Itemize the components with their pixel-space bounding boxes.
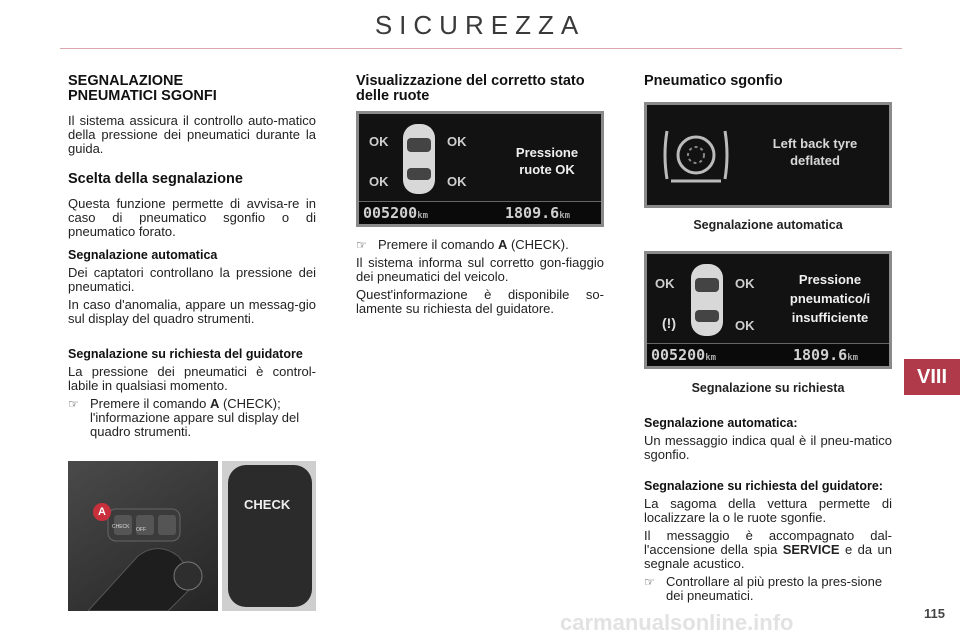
off-button-label: OFF (136, 527, 146, 533)
column-tyre-warning (68, 74, 316, 443)
request-warning-heading: Segnalazione su richiesta del guidatore (68, 347, 303, 361)
pointing-finger-icon: ☞ (644, 575, 655, 589)
availability-paragraph: Quest'informazione è disponibile so-lamente su richiesta del guidatore. (356, 287, 604, 316)
status-message: Pressione ruote OK (515, 145, 579, 177)
tyre-status-rear-right: OK (735, 318, 755, 333)
car-silhouette-icon (399, 120, 439, 198)
pointing-finger-icon: ☞ (356, 238, 367, 252)
odometer-bar (647, 343, 889, 366)
check-button-small-label: CHECK (112, 524, 130, 530)
trip-value: 1809.6km (793, 346, 859, 364)
system-info-paragraph: Il sistema informa sul corretto gon-fiaggio dei pneumatici del veicolo. (356, 255, 604, 284)
auto-warning-paragraph: Dei captatori controllano la pressione dei pneumatici. (68, 265, 316, 294)
column-correct-status (356, 74, 604, 114)
tyre-status-rear-right: OK (447, 174, 467, 189)
page-number: 115 (924, 606, 945, 621)
dashboard-display-ok (356, 111, 604, 227)
request-warning-heading: Segnalazione su richiesta del guidatore: (644, 479, 883, 493)
bullet-item: ☞ Premere il comando A (CHECK). (356, 237, 569, 252)
tyre-warning-icon (661, 125, 731, 185)
section-heading: SEGNALAZIONE PNEUMATICI SGONFI (68, 73, 217, 104)
auto-warning-paragraph-2: In caso d'anomalia, appare un messag-gio sul display del quadro strumenti. (68, 297, 316, 326)
subsection-heading: Scelta della segnalazione (68, 171, 243, 187)
odometer-value: 005200km (651, 346, 717, 364)
car-silhouette-icon (687, 260, 727, 340)
subsection-paragraph: Questa funzione permette di avvisa-re in caso di pneumatico sgonfio o di pneumatico forato. (68, 196, 316, 239)
service-paragraph: Il messaggio è accompagnato dal-l'accensione della spia SERVICE e da un segnale acustico. (644, 528, 892, 571)
silhouette-paragraph: La sagoma della vettura permette di localizzare la o le ruote sgonfie. (644, 496, 892, 525)
tyre-status-front-right: OK (447, 134, 467, 149)
title-divider (60, 48, 902, 49)
page-title: SICUREZZA (374, 10, 586, 40)
caption-request: Segnalazione su richiesta (691, 381, 845, 395)
chapter-tab[interactable]: VIII (904, 359, 960, 395)
dashboard-stalk-illustration (68, 461, 316, 611)
column-correct-status-text (356, 238, 604, 320)
intro-paragraph: Il sistema assicura il controllo auto-matico della pressione dei pneumatici durante la guida. (68, 113, 316, 156)
column-deflated-tyre (644, 74, 892, 99)
tyre-status-front-left: OK (369, 134, 389, 149)
insufficient-message: Pressione pneumatico/i insufficiente (789, 272, 871, 325)
dashboard-display-insufficient (644, 251, 892, 369)
deflated-message: Left back tyre deflated (772, 136, 858, 168)
dashboard-display-deflated (644, 102, 892, 208)
bullet-item: ☞ Controllare al più presto la pres-sione dei pneumatici. (644, 574, 883, 603)
watermark: carmanualsonline.info (560, 610, 794, 635)
bullet-item: ☞ Premere il comando A (CHECK); l'informazione appare sul display del quadro strumenti. (68, 396, 300, 439)
tyre-status-rear-left: OK (369, 174, 389, 189)
caption-auto: Segnalazione automatica (693, 218, 843, 232)
callout-marker-a: A (93, 503, 111, 521)
tyre-status-front-right: OK (735, 276, 755, 291)
trip-value: 1809.6km (505, 204, 571, 222)
auto-warning-heading: Segnalazione automatica: (644, 416, 798, 430)
auto-warning-paragraph: Un messaggio indica qual è il pneu-matico sgonfio. (644, 433, 892, 462)
request-warning-paragraph: La pressione dei pneumatici è control-labile in qualsiasi momento. (68, 364, 316, 393)
check-button-closeup-label: CHECK (244, 497, 291, 512)
odometer-bar (359, 201, 601, 224)
section-heading: Visualizzazione del corretto stato delle ruote (356, 73, 585, 104)
auto-warning-heading: Segnalazione automatica (68, 248, 218, 262)
pointing-finger-icon: ☞ (68, 397, 79, 411)
odometer-value: 005200km (363, 204, 429, 222)
tyre-status-front-left: OK (655, 276, 675, 291)
column-deflated-text (644, 417, 892, 607)
check-button-photo (68, 461, 316, 611)
tyre-pressure-warning-icon: (!) (662, 315, 676, 331)
section-heading: Pneumatico sgonfio (644, 73, 783, 89)
